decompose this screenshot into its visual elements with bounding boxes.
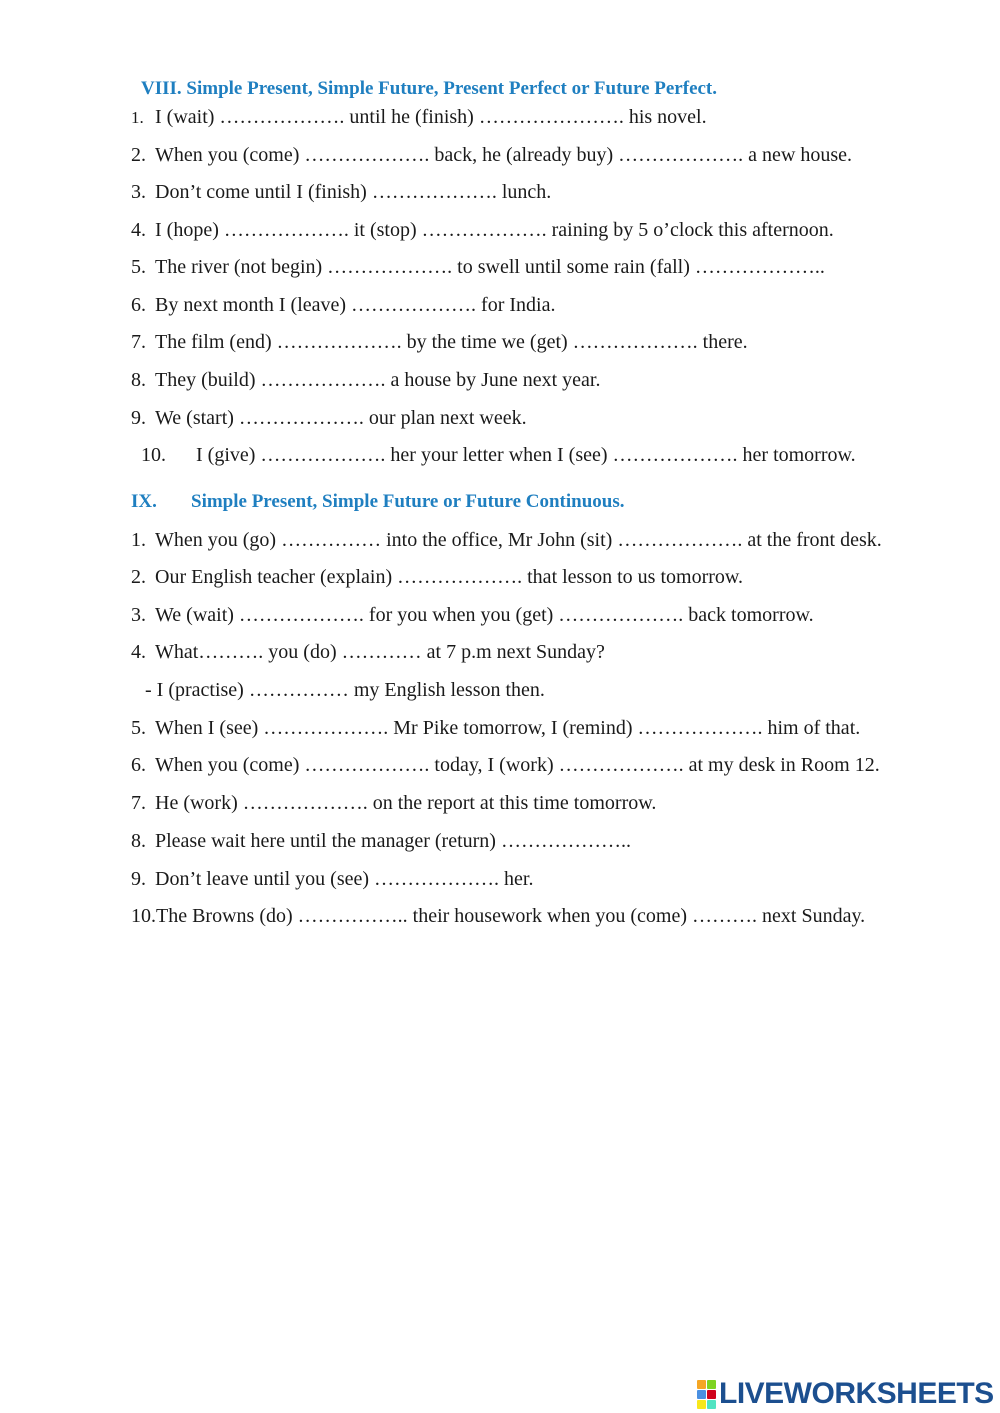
- exercise-9-item-6: [131, 753, 880, 777]
- exercise-8-item-8: [131, 368, 600, 392]
- item-number: 1.: [131, 108, 144, 127]
- item-number: 6.: [131, 294, 146, 316]
- item-text: Please wait here until the manager (return) ………………..: [155, 830, 631, 852]
- item-number: 5.: [131, 717, 146, 739]
- exercise-9-item-5: [131, 716, 860, 740]
- item-text: I (give) ………………. her your letter when I (see) ………………. her tomorrow.: [196, 444, 856, 466]
- exercise-9-item-3: [131, 603, 814, 627]
- section-9-title: Simple Present, Simple Future or Future Continuous.: [191, 491, 625, 512]
- section-8-heading: VIII. Simple Present, Simple Future, Present Perfect or Future Perfect.: [141, 78, 718, 99]
- item-number: 7.: [131, 792, 146, 814]
- exercise-8-item-5: [131, 255, 825, 279]
- item-number: 9.: [131, 407, 146, 429]
- exercise-8-item-4: [131, 218, 834, 242]
- section-9-heading: [131, 491, 625, 513]
- exercise-9-item-1: [131, 528, 882, 552]
- section-9-numeral: IX.: [131, 491, 157, 512]
- item-text: When you (come) ………………. back, he (already buy) ………………. a new house.: [155, 144, 853, 166]
- item-number: 6.: [131, 754, 146, 776]
- item-number: 10.: [131, 905, 156, 927]
- logo-text: LIVEWORKSHEETS: [719, 1377, 994, 1410]
- exercise-8-item-2: [131, 143, 852, 167]
- item-number: 8.: [131, 830, 146, 852]
- item-text: They (build) ………………. a house by June next year.: [155, 369, 601, 391]
- item-text: Don’t leave until you (see) ………………. her.: [155, 868, 534, 890]
- item-text: - I (practise) …………… my English lesson then.: [145, 679, 545, 701]
- exercise-9-item-8: [131, 829, 631, 853]
- exercise-8-item-6: [131, 293, 555, 317]
- exercise-9-item-4: [131, 640, 605, 664]
- item-number: 4.: [131, 641, 146, 663]
- item-number: 4.: [131, 219, 146, 241]
- item-text: We (wait) ………………. for you when you (get) ………………. back tomorrow.: [155, 604, 814, 626]
- item-text: The Browns (do) …………….. their housework when you (come) ………. next Sunday.: [156, 905, 866, 927]
- item-text: Don’t come until I (finish) ………………. lunch.: [155, 181, 552, 203]
- item-number: 2.: [131, 566, 146, 588]
- exercise-8-item-1: [131, 105, 707, 130]
- item-text: He (work) ………………. on the report at this time tomorrow.: [155, 792, 657, 814]
- item-text: We (start) ………………. our plan next week.: [155, 407, 527, 429]
- exercise-9-item-4-answer: [145, 678, 545, 702]
- item-number: 10.: [141, 444, 166, 466]
- item-text: The film (end) ………………. by the time we (get) ………………. there.: [155, 331, 748, 353]
- item-number: 2.: [131, 144, 146, 166]
- item-text: Our English teacher (explain) ………………. that lesson to us tomorrow.: [155, 566, 744, 588]
- exercise-8-item-7: [131, 330, 748, 354]
- exercise-8-item-3: [131, 180, 551, 204]
- item-text: When you (come) ………………. today, I (work) ………………. at my desk in Room 12.: [155, 754, 880, 776]
- exercise-8-item-9: [131, 406, 527, 430]
- exercise-8-item-10: [141, 443, 856, 467]
- exercise-9-item-10: [131, 904, 865, 928]
- item-text: When I (see) ………………. Mr Pike tomorrow, I (remind) ………………. him of that.: [155, 717, 861, 739]
- item-text: I (wait) ………………. until he (finish) …………………. his novel.: [155, 106, 707, 128]
- item-number: 8.: [131, 369, 146, 391]
- item-text: The river (not begin) ………………. to swell until some rain (fall) ………………..: [155, 256, 825, 278]
- item-number: 1.: [131, 529, 146, 551]
- item-number: 7.: [131, 331, 146, 353]
- item-text: By next month I (leave) ………………. for India.: [155, 294, 556, 316]
- item-text: What………. you (do) ………… at 7 p.m next Sunday?: [155, 641, 605, 663]
- exercise-9-item-2: [131, 565, 743, 589]
- item-number: 5.: [131, 256, 146, 278]
- exercise-9-item-9: [131, 867, 533, 891]
- item-text: I (hope) ………………. it (stop) ………………. raining by 5 o’clock this afternoon.: [155, 219, 834, 241]
- logo-blocks-icon: [697, 1380, 716, 1409]
- item-number: 3.: [131, 604, 146, 626]
- exercise-9-item-7: [131, 791, 656, 815]
- item-number: 9.: [131, 868, 146, 890]
- liveworksheets-logo[interactable]: [697, 1379, 994, 1409]
- item-text: When you (go) …………… into the office, Mr John (sit) ………………. at the front desk.: [155, 529, 882, 551]
- item-number: 3.: [131, 181, 146, 203]
